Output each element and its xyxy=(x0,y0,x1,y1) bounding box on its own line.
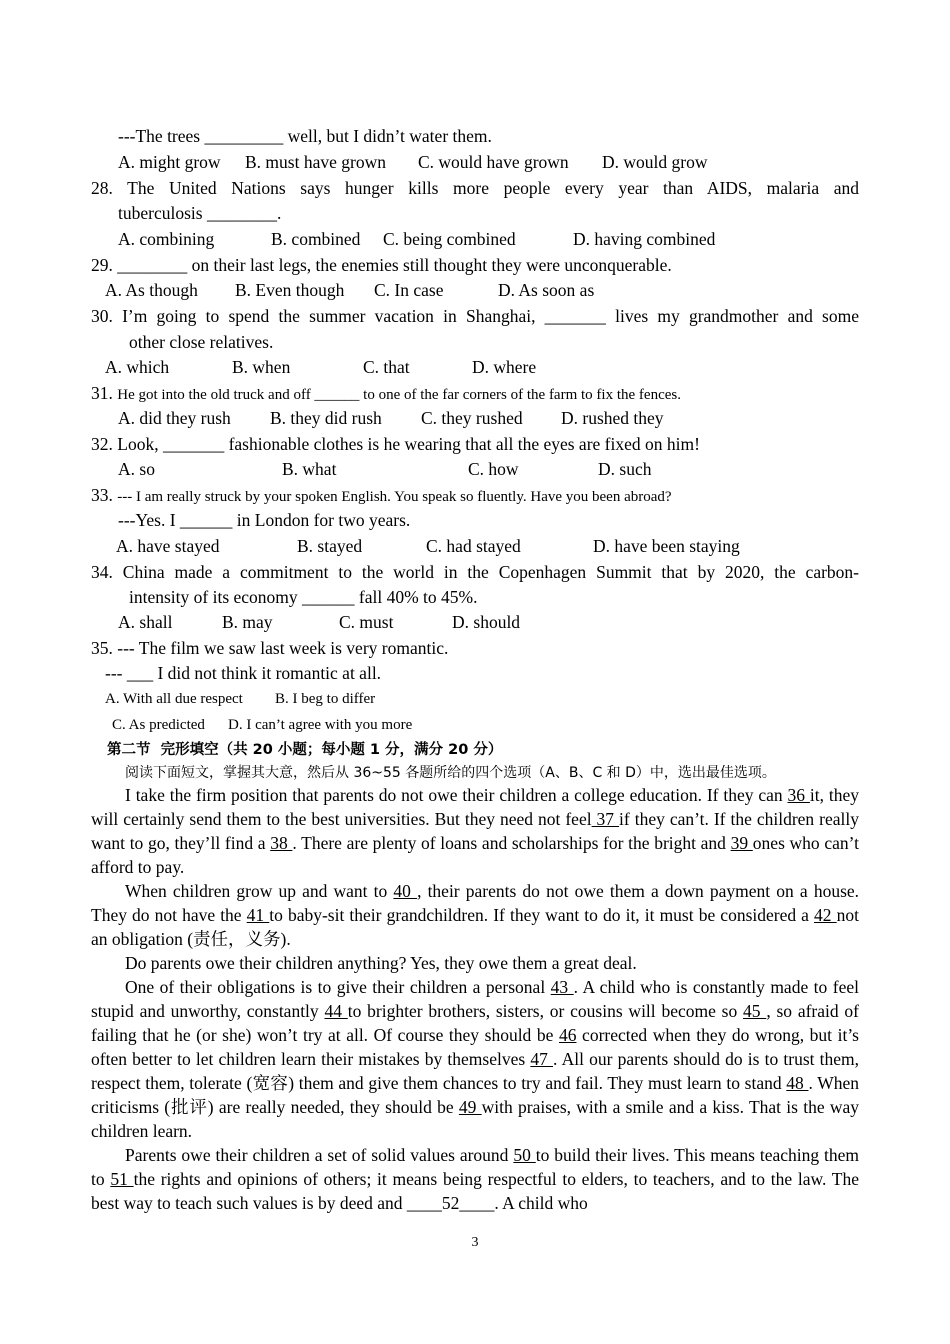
option: C. In case xyxy=(374,280,444,300)
option: B. they did rush xyxy=(270,408,382,428)
q34-stem-line1: 34. China made a commitment to the world in the Copenhagen Summit that by 2020, the carbon- xyxy=(91,562,859,582)
option: C. they rushed xyxy=(421,408,523,428)
option: C. had stayed xyxy=(426,536,521,556)
option: C. being combined xyxy=(383,229,516,249)
option: C. must xyxy=(339,612,394,632)
q31-stem-text: He got into the old truck and off ______ to one of the far corners of the farm to fix the fences. xyxy=(117,387,681,403)
q33-answer-line: ---Yes. I ______ in London for two years. xyxy=(118,510,411,530)
blank-42: 42 xyxy=(814,905,837,925)
q35-stem-line2: --- ___ I did not think it romantic at all. xyxy=(105,663,382,683)
option: D. should xyxy=(452,612,521,632)
option: A. have stayed xyxy=(116,536,220,556)
section-instruction: 阅读下面短文，掌握其大意，然后从 36~55 各题所给的四个选项（A、B、C 和 D）中，选出最佳选项。 xyxy=(125,765,776,781)
section-header: 第二节 完形填空（共 20 小题；每小题 1 分，满分 20 分） xyxy=(107,742,503,758)
blank-44: 44 xyxy=(324,1001,348,1021)
paragraph-1: I take the firm position that parents do not owe their children a college education. If they can 36 it, they will certainly send them to the best universities. But they need not feel 37 if they can’t. If the children really want to go, they’ll find a 38 . There are plenty of loans and scholarships for the bright and 39 ones who can’t afford to pay. xyxy=(91,785,860,877)
question-number: 33. xyxy=(91,485,113,505)
q35-options-row2 xyxy=(112,713,880,739)
q34-options xyxy=(118,610,886,636)
option: A. As though xyxy=(105,280,198,300)
paragraph-2: When children grow up and want to 40 , their parents do not owe them a down payment on a house. They do not have the 41 to baby-sit their grandchildren. If they want to do it, it must be considered a 42 not an obligation (责任，义务). xyxy=(91,881,860,949)
paragraph-3: Do parents owe their children anything? Yes, they owe them a great deal. xyxy=(125,953,637,973)
blank-50: 50 xyxy=(513,1145,536,1165)
q33-stem-text: --- I am really struck by your spoken English. You speak so fluently. Have you been abroad? xyxy=(117,489,672,505)
option: D. having combined xyxy=(573,229,716,249)
q33-options xyxy=(116,534,884,560)
q33-stem xyxy=(91,483,859,511)
option: C. that xyxy=(363,357,410,377)
blank-49: 49 xyxy=(458,1097,482,1117)
blank-39: 39 xyxy=(730,833,753,853)
paragraph-5: Parents owe their children a set of solid values around 50 to build their lives. This means teaching them to 51 the rights and opinions of others; it means being respectful to elders, to teachers, and to the law. The best way to teach such values is by deed and ____52____. A child who xyxy=(91,1145,860,1213)
q35-options-row1 xyxy=(105,687,873,713)
q30-stem-line1: 30. I’m going to spend the summer vacation in Shanghai, _______ lives my grandmother and some xyxy=(91,306,859,326)
q28-options xyxy=(118,227,886,253)
blank-47: 47 xyxy=(530,1049,554,1069)
question-number: 31. xyxy=(91,383,113,403)
q32-stem: 32. Look, _______ fashionable clothes is he wearing that all the eyes are fixed on him! xyxy=(91,434,700,454)
q28-stem-line2: tuberculosis ________. xyxy=(118,203,282,223)
q30-options xyxy=(105,355,873,381)
option: A. combining xyxy=(118,229,215,249)
blank-38: 38 xyxy=(270,833,293,853)
option: B. Even though xyxy=(235,280,345,300)
option: D. where xyxy=(472,357,537,377)
option: A. which xyxy=(105,357,170,377)
option: D. As soon as xyxy=(498,280,595,300)
option: A. shall xyxy=(118,612,173,632)
option: B. must have grown xyxy=(245,152,386,172)
option: C. how xyxy=(468,459,519,479)
option: C. As predicted xyxy=(112,717,205,733)
option: D. such xyxy=(598,459,652,479)
q31-stem xyxy=(91,381,859,409)
option: D. rushed they xyxy=(561,408,664,428)
blank-48: 48 xyxy=(786,1073,809,1093)
blank-46: 46 xyxy=(558,1025,577,1045)
option: B. stayed xyxy=(297,536,363,556)
q27-options xyxy=(118,150,886,176)
option: B. combined xyxy=(271,229,361,249)
q29-stem: 29. ________ on their last legs, the enemies still thought they were unconquerable. xyxy=(91,255,672,275)
blank-40: 40 xyxy=(393,881,418,901)
q29-options xyxy=(105,278,873,304)
option: A. so xyxy=(118,459,155,479)
option: D. I can’t agree with you more xyxy=(228,717,413,733)
q31-options xyxy=(118,406,886,432)
option: C. would have grown xyxy=(418,152,569,172)
blank-43: 43 xyxy=(550,977,574,997)
option: A. might grow xyxy=(118,152,221,172)
q35-stem-line1: 35. --- The film we saw last week is very romantic. xyxy=(91,638,449,658)
cloze-passage xyxy=(91,783,859,1215)
option: D. would grow xyxy=(602,152,708,172)
option: D. have been staying xyxy=(593,536,740,556)
page-number: 3 xyxy=(471,1235,479,1250)
q28-stem-line1: 28. The United Nations says hunger kills more people every year than AIDS, malaria and xyxy=(91,178,859,198)
q30-stem-line2: other close relatives. xyxy=(129,332,274,352)
q34-stem-line2: intensity of its economy ______ fall 40% to 45%. xyxy=(129,587,478,607)
option: B. I beg to differ xyxy=(275,691,376,707)
blank-45: 45 xyxy=(743,1001,767,1021)
option: A. did they rush xyxy=(118,408,231,428)
option: B. may xyxy=(222,612,273,632)
paragraph-4: One of their obligations is to give their children a personal 43 . A child who is constantly made to feel stupid and unworthy, constantly 44 to brighter brothers, sisters, or cousins will become so 45 , so afraid of failing that he (or she) won’t try at all. Of course they should be 46 corrected when they do wrong, but it’s often better to let children learn their mistakes by themselves 47 . All our parents should do is to trust them, respect them, tolerate (宽容) them and give them chances to try and fail. They must learn to stand 48 . When criticisms (批评) are really needed, they should be 49 with praises, with a smile and a kiss. That is the way children learn. xyxy=(91,977,860,1141)
blank-41: 41 xyxy=(246,905,270,925)
option: B. when xyxy=(232,357,291,377)
blank-52: ____52____ xyxy=(406,1193,495,1213)
blank-51: 51 xyxy=(110,1169,134,1189)
option: B. what xyxy=(282,459,337,479)
q27-answer-line: ---The trees _________ well, but I didn’t water them. xyxy=(118,126,492,146)
blank-36: 36 xyxy=(787,785,810,805)
q32-options xyxy=(118,457,886,483)
option: A. With all due respect xyxy=(105,691,243,707)
blank-37: 37 xyxy=(591,809,620,829)
